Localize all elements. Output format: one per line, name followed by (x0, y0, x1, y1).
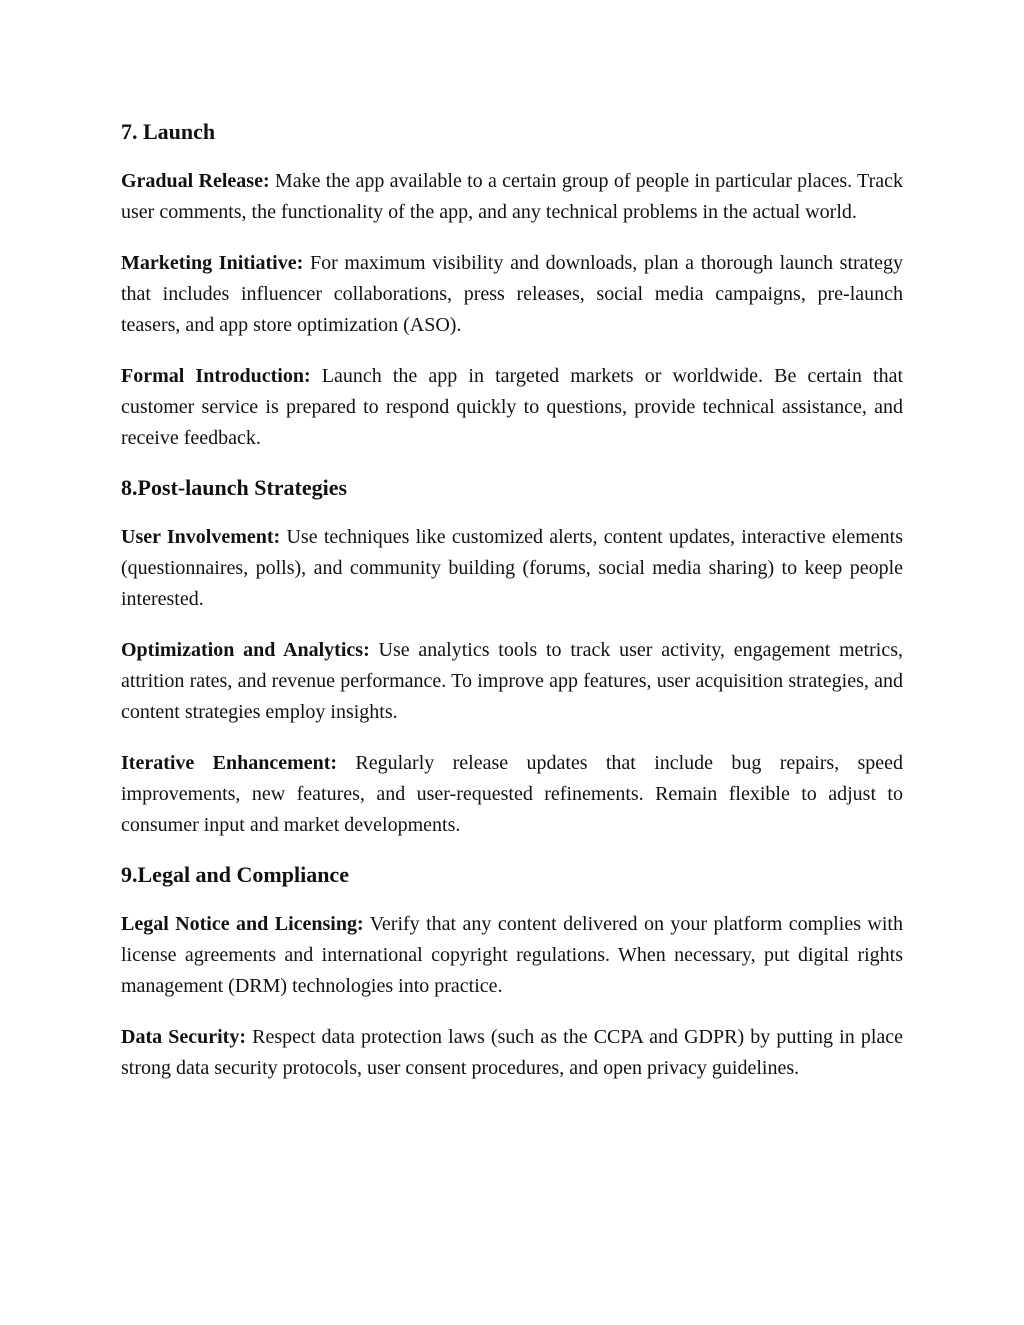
paragraph-iterative-enhancement (121, 748, 903, 841)
paragraph-text: Make the app available to a certain group of people in particular places. Track user comments, the functionality of the app, and any technical problems in the actual world. (121, 170, 903, 223)
section-launch (121, 118, 903, 454)
paragraph-term: Legal Notice and Licensing: (121, 913, 364, 935)
section-legal-compliance (121, 861, 903, 1084)
paragraph-data-security (121, 1022, 903, 1084)
paragraph-marketing-initiative (121, 248, 903, 341)
paragraph-term: Iterative Enhancement: (121, 752, 338, 774)
paragraph-term: Gradual Release: (121, 170, 270, 192)
paragraph-gradual-release (121, 166, 903, 228)
paragraph-term: Optimization and Analytics: (121, 639, 370, 661)
paragraph-text: Use techniques like customized alerts, content updates, interactive elements (questionnaires, polls), and community building (forums, social media sharing) to keep people interested. (121, 526, 903, 610)
paragraph-optimization-analytics (121, 635, 903, 728)
section-heading: 9.Legal and Compliance (121, 862, 349, 887)
paragraph-text: Regularly release updates that include bug repairs, speed improvements, new features, and user-requested refinements. Remain flexible to adjust to consumer input and market developments. (121, 752, 904, 836)
paragraph-text: For maximum visibility and downloads, plan a thorough launch strategy that includes influencer collaborations, press releases, social media campaigns, pre-launch teasers, and app store optimization (ASO). (121, 252, 903, 336)
section-heading: 7. Launch (121, 119, 216, 144)
paragraph-text: Use analytics tools to track user activity, engagement metrics, attrition rates, and revenue performance. To improve app features, user acquisition strategies, and content strategies employ insights. (121, 639, 903, 723)
paragraph-text: Respect data protection laws (such as the CCPA and GDPR) by putting in place strong data security protocols, user consent procedures, and open privacy guidelines. (121, 1026, 904, 1079)
section-post-launch (121, 474, 903, 841)
paragraph-term: User Involvement: (121, 526, 281, 548)
paragraph-user-involvement (121, 522, 903, 615)
paragraph-legal-notice (121, 909, 903, 1002)
paragraph-term: Formal Introduction: (121, 365, 311, 387)
document-page (121, 118, 903, 1104)
paragraph-text: Launch the app in targeted markets or worldwide. Be certain that customer service is prepared to respond quickly to questions, provide technical assistance, and receive feedback. (121, 365, 904, 449)
section-heading: 8.Post-launch Strategies (121, 475, 348, 500)
paragraph-text: Verify that any content delivered on your platform complies with license agreements and international copyright regulations. When necessary, put digital rights management (DRM) technologies into practice. (121, 913, 903, 997)
paragraph-term: Marketing Initiative: (121, 252, 304, 274)
paragraph-term: Data Security: (121, 1026, 246, 1048)
paragraph-formal-introduction (121, 361, 903, 454)
